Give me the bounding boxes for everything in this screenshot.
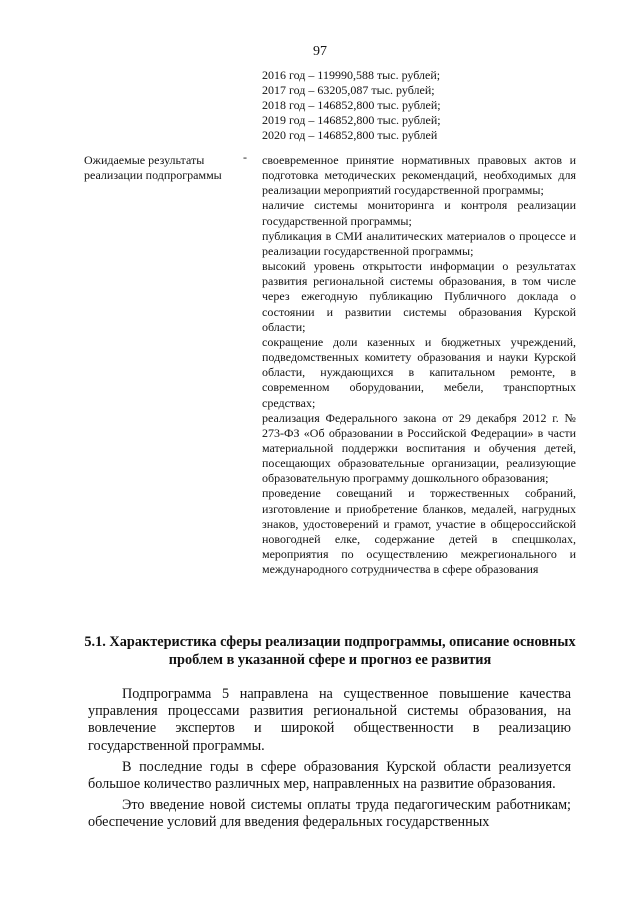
financing-line: 2018 год – 146852,800 тыс. рублей;	[262, 98, 441, 112]
result-item: наличие системы мониторинга и контроля реализации государственной программы;	[262, 198, 576, 228]
result-item: сокращение доли казенных и бюджетных учреждений, подведомственных комитету образования и науки Курской области, нуждающихся в капитальном ремонте, в современном оборудовании, мебели, транспортных средствах;	[262, 334, 576, 410]
financing-line: 2016 год – 119990,588 тыс. рублей;	[262, 68, 441, 82]
financing-line: 2017 год – 63205,087 тыс. рублей;	[262, 83, 435, 97]
body-paragraph: Это введение новой системы оплаты труда педагогическим работникам; обеспечение условий для введения федеральных государственных	[88, 797, 571, 831]
financing-list	[262, 68, 441, 143]
result-item: своевременное принятие нормативных правовых актов и подготовка методических рекомендаций, необходимых для реализации мероприятий государственной программы;	[262, 153, 576, 198]
result-item: публикация в СМИ аналитических материалов о процессе и реализации государственной программы;	[262, 228, 576, 258]
results-label: Ожидаемые результаты реализации подпрограммы	[84, 153, 222, 182]
results-dash: -	[243, 150, 247, 164]
section-heading: 5.1. Характеристика сферы реализации подпрограммы, описание основных проблем в указанной сфере и прогноз ее развития	[84, 634, 576, 668]
result-item: реализация Федерального закона от 29 декабря 2012 г. № 273-ФЗ «Об образовании в Российской Федерации» в части материальной поддержки воспитания и обучения детей, посещающих образовательные организации, реализующие образовательную программу дошкольного образования;	[262, 410, 576, 486]
result-item: проведение совещаний и торжественных собраний, изготовление и приобретение бланков, медалей, нагрудных знаков, удостоверений и грамот, участие в общероссийской новогодней елке, содержание детей в спецшколах, мероприятия по осуществлению межрегионального и международного сотрудничества в сфере образования	[262, 486, 576, 577]
financing-line: 2020 год – 146852,800 тыс. рублей	[262, 128, 438, 142]
body-paragraph: В последние годы в сфере образования Курской области реализуется большое количество различных мер, направленных на развитие образования.	[88, 758, 571, 793]
body-text	[88, 686, 571, 836]
page-number: 97	[313, 44, 327, 59]
results-list	[262, 153, 576, 577]
result-item: высокий уровень открытости информации о результатах развития региональной системы образования, в том числе через ежегодную публикацию Публичного доклада о состоянии и развитии системы образования Курской области;	[262, 259, 576, 334]
financing-line: 2019 год – 146852,800 тыс. рублей;	[262, 113, 441, 127]
body-paragraph: Подпрограмма 5 направлена на существенное повышение качества управления процессами развития региональной системы образования, на вовлечение экспертов и широкой общественности в реализацию государственной программы.	[88, 686, 571, 754]
